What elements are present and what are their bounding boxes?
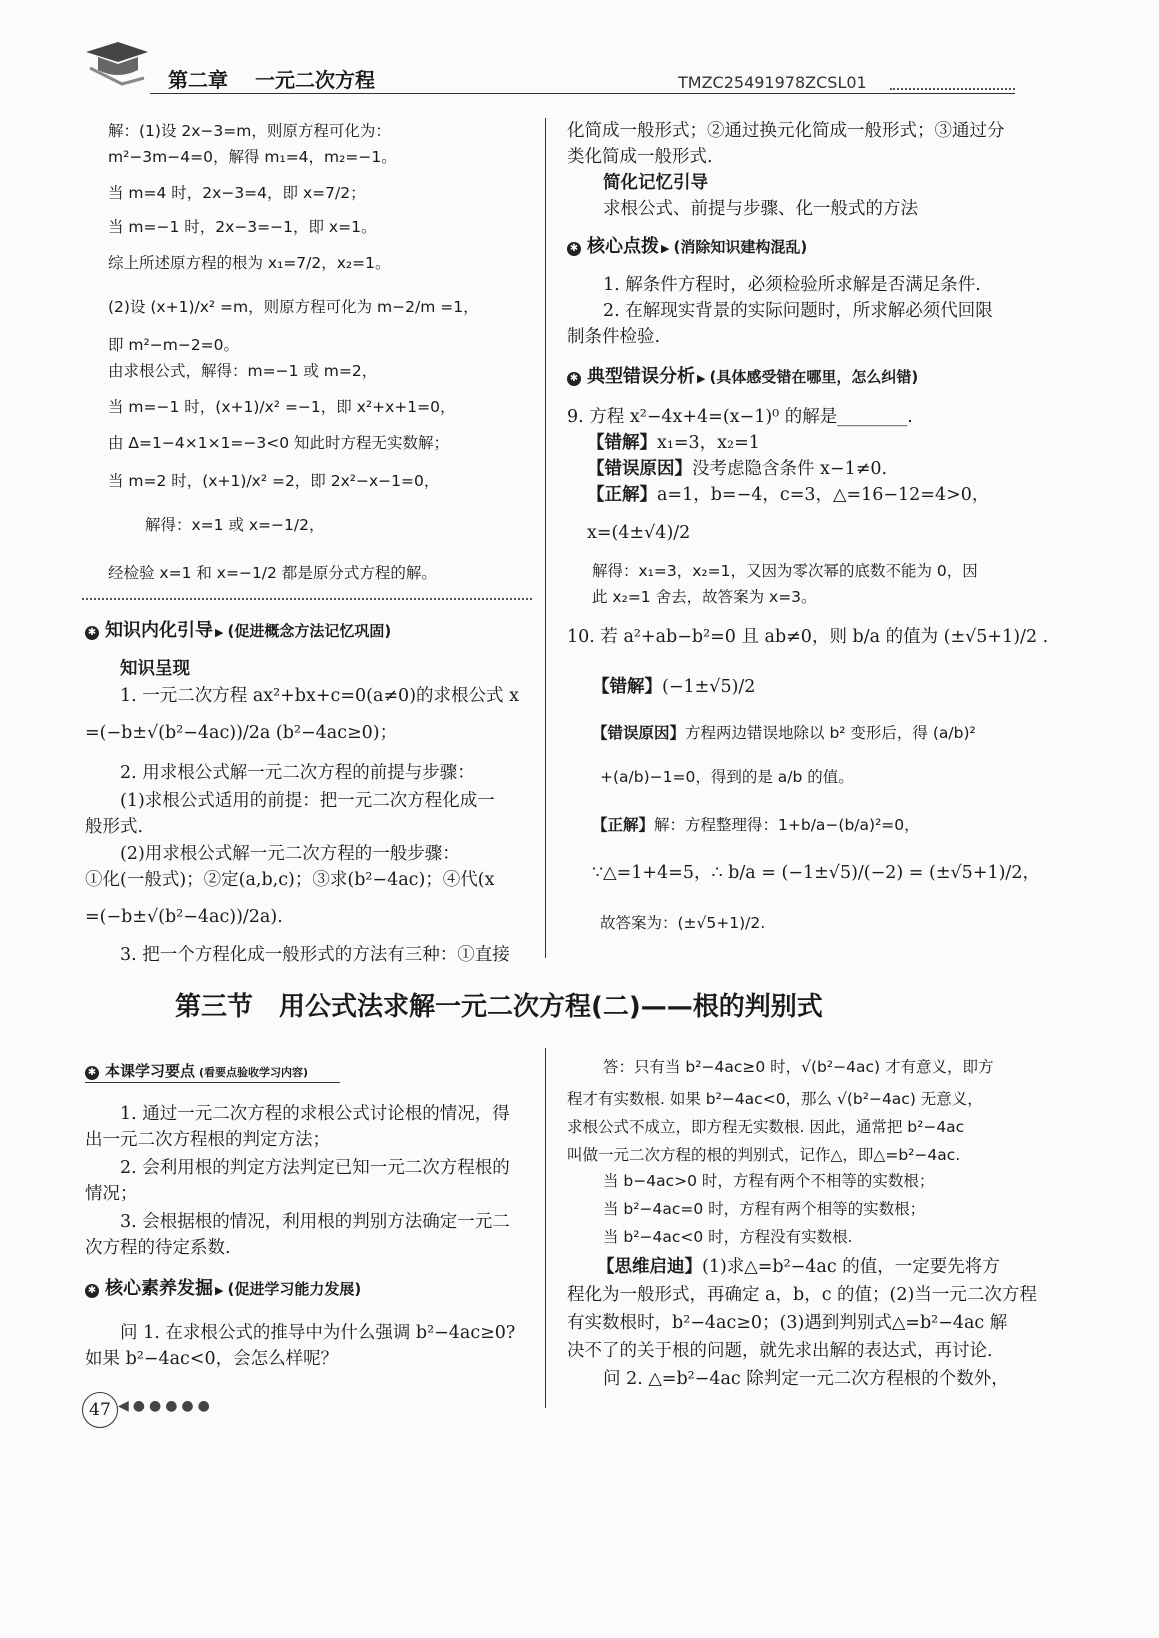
q9-x: x=(4±√4)/2 <box>587 523 691 543</box>
goal-text: 2. 会利用根的判定方法判定已知一元二次方程根的 <box>120 1158 510 1178</box>
goal-text: 3. 会根据根的情况，利用根的判别方法确定一元二 <box>120 1212 510 1232</box>
think-text: 【思维启迪】(1)求△=b²−4ac 的值，一定要先将方 <box>597 1257 1000 1277</box>
solution-line: 解得：x=1 或 x=−1/2， <box>145 516 325 534</box>
answer-text: 当 b−4ac>0 时，方程有两个不相等的实数根； <box>603 1172 935 1190</box>
think-text: 决不了的关于根的问题，就先求出解的表达式，再讨论. <box>567 1341 993 1361</box>
solution-line: 经检验 x=1 和 x=−1/2 都是原分式方程的解。 <box>108 564 437 582</box>
solution-line: (2)设 (x+1)/x² =m，则原方程可化为 m−2/m =1， <box>108 298 479 316</box>
goal-text: 次方程的待定系数. <box>85 1238 231 1258</box>
doc-code: TMZC25491978ZCSL01 <box>678 73 867 92</box>
core-text: 2. 在解现实背景的实际问题时，所求解必须代回限 <box>603 301 993 321</box>
goal-text: 情况； <box>85 1184 138 1204</box>
method-text: 化简成一般形式；②通过换元化简成一般形式；③通过分 <box>567 121 1005 141</box>
bullet-icon: ✱ <box>85 626 99 640</box>
goals-heading: ✱ 本课学习要点 (看要点验收学习内容) <box>85 1060 308 1084</box>
answer-text: 程才有实数根. 如果 b²−4ac<0，那么 √(b²−4ac) 无意义， <box>567 1090 983 1108</box>
answer-text: 当 b²−4ac=0 时，方程有两个相等的实数根； <box>603 1200 926 1218</box>
literacy-heading: ✱ 核心素养发掘 ▶ (促进学习能力发展) <box>85 1278 361 1302</box>
triangle-arrow-icon: ▶ <box>215 1284 224 1297</box>
knowledge-text: (2)用求根公式解一元二次方程的一般步骤： <box>120 844 460 864</box>
bullet-icon: ✱ <box>567 242 581 256</box>
core-text: 1. 解条件方程时，必须检验所求解是否满足条件. <box>603 275 981 295</box>
triangle-arrow-icon: ▶ <box>697 372 706 385</box>
solution-line: 当 m=−1 时，(x+1)/x² =−1，即 x²+x+1=0， <box>108 398 456 416</box>
goals-rule <box>85 1082 340 1083</box>
page-number-badge <box>82 1392 118 1428</box>
think-text: 有实数根时，b²−4ac≥0；(3)遇到判别式△=b²−4ac 解 <box>567 1313 1008 1333</box>
solution-line: m²−3m−4=0，解得 m₁=4，m₂=−1。 <box>108 148 397 166</box>
question-10: 10. 若 a²+ab−b²=0 且 ab≠0，则 b/a 的值为 (±√5+1)/2 . <box>567 627 1049 647</box>
header-rule <box>150 93 1015 94</box>
question-2: 问 2. △=b²−4ac 除判定一元二次方程根的个数外， <box>603 1369 1009 1389</box>
footer-dots: ◀●●●●● <box>118 1398 214 1414</box>
column-divider-bottom <box>545 1048 546 1408</box>
knowledge-text: =(−b±√(b²−4ac))/2a (b²−4ac≥0)； <box>85 723 398 743</box>
q9-reason: 【错误原因】没考虑隐含条件 x−1≠0. <box>587 459 888 479</box>
graduation-cap-icon <box>82 38 152 86</box>
q9-solution: 解得：x₁=3，x₂=1，又因为零次幂的底数不能为 0，因 <box>592 562 978 580</box>
core-text: 制条件检验. <box>567 327 661 347</box>
goal-text: 出一元二次方程根的判定方法； <box>85 1130 330 1150</box>
knowledge-text: 3. 把一个方程化成一般形式的方法有三种：①直接 <box>120 945 510 965</box>
solution-line: 由 Δ=1−4×1×1=−3<0 知此时方程无实数解； <box>108 434 450 452</box>
divider-dots <box>82 598 532 600</box>
question-9: 9. 方程 x²−4x+4=(x−1)⁰ 的解是________. <box>567 407 913 427</box>
knowledge-text: =(−b±√(b²−4ac))/2a). <box>85 907 283 927</box>
triangle-arrow-icon: ▶ <box>661 242 670 255</box>
q10-delta: ∵△=1+4=5，∴ b/a = (−1±√5)/(−2) = (±√5+1)/2， <box>592 863 1040 883</box>
q9-solution: 此 x₂=1 舍去，故答案为 x=3。 <box>592 588 817 606</box>
question-1: 如果 b²−4ac<0，会怎么样呢？ <box>85 1349 339 1369</box>
q10-reason2: +(a/b)−1=0，得到的是 a/b 的值。 <box>600 768 854 786</box>
solution-line: 解：(1)设 2x−3=m，则原方程可化为： <box>108 122 391 140</box>
q10-wrong: 【错解】(−1±√5)/2 <box>592 677 756 697</box>
core-heading: ✱ 核心点拨 ▶ (消除知识建构混乱) <box>567 236 807 260</box>
section-title: 第三节 用公式法求解一元二次方程(二)——根的判别式 <box>175 992 823 1022</box>
q9-correct: 【正解】a=1，b=−4，c=3，△=16−12=4>0， <box>587 485 990 505</box>
answer-text: 答：只有当 b²−4ac≥0 时，√(b²−4ac) 才有意义，即方 <box>603 1058 994 1076</box>
knowledge-heading: ✱ 知识内化引导 ▶ (促进概念方法记忆巩固) <box>85 620 391 644</box>
chapter-label: 第二章 <box>168 68 228 92</box>
chapter-title: 一元二次方程 <box>255 68 375 92</box>
answer-text: 当 b²−4ac<0 时，方程没有实数根. <box>603 1228 853 1246</box>
knowledge-text: 1. 一元二次方程 ax²+bx+c=0(a≠0)的求根公式 x <box>120 686 519 706</box>
header-dots <box>890 88 1015 90</box>
goal-text: 1. 通过一元二次方程的求根公式讨论根的情况，得 <box>120 1104 510 1124</box>
solution-line: 当 m=−1 时，2x−3=−1，即 x=1。 <box>108 218 377 236</box>
solution-line: 当 m=2 时，(x+1)/x² =2，即 2x²−x−1=0， <box>108 472 440 490</box>
knowledge-text: 般形式. <box>85 817 144 837</box>
bullet-icon: ✱ <box>567 372 581 386</box>
knowledge-text: (1)求根公式适用的前提：把一元二次方程化成一 <box>120 791 495 811</box>
q10-correct: 【正解】解：方程整理得：1+b/a−(b/a)²=0， <box>592 816 920 834</box>
triangle-arrow-icon: ▶ <box>215 626 224 639</box>
knowledge-text: 2. 用求根公式解一元二次方程的前提与步骤： <box>120 763 475 783</box>
solution-line: 当 m=4 时，2x−3=4，即 x=7/2； <box>108 184 366 202</box>
page-number: 47 <box>89 1400 111 1420</box>
answer-text: 求根公式不成立，即方程无实数根. 因此，通常把 b²−4ac <box>567 1118 965 1136</box>
bullet-icon: ✱ <box>85 1284 99 1298</box>
solution-line: 即 m²−m−2=0。 <box>108 336 240 354</box>
q10-answer: 故答案为：(±√5+1)/2. <box>600 914 766 932</box>
q10-reason: 【错误原因】方程两边错误地除以 b² 变形后，得 (a/b)² <box>592 724 976 742</box>
solution-line: 综上所述原方程的根为 x₁=7/2，x₂=1。 <box>108 254 391 272</box>
bullet-icon: ✱ <box>85 1066 99 1080</box>
question-1: 问 1. 在求根公式的推导中为什么强调 b²−4ac≥0? <box>120 1323 516 1343</box>
solution-line: 由求根公式，解得：m=−1 或 m=2， <box>108 362 378 380</box>
memory-title: 简化记忆引导 <box>603 173 708 193</box>
answer-text: 叫做一元二次方程的根的判别式，记作△，即△=b²−4ac. <box>567 1146 961 1164</box>
errors-heading: ✱ 典型错误分析 ▶ (具体感受错在哪里，怎么纠错) <box>567 366 918 390</box>
method-text: 类化简成一般形式. <box>567 147 713 167</box>
knowledge-sub: 知识呈现 <box>120 659 190 679</box>
q9-wrong: 【错解】x₁=3，x₂=1 <box>587 433 760 453</box>
think-text: 程化为一般形式，再确定 a，b，c 的值；(2)当一元二次方程 <box>567 1285 1037 1305</box>
memory-text: 求根公式、前提与步骤、化一般式的方法 <box>603 199 918 219</box>
knowledge-text: ①化(一般式)；②定(a,b,c)；③求(b²−4ac)；④代(x <box>85 870 495 890</box>
column-divider-top <box>545 118 546 958</box>
